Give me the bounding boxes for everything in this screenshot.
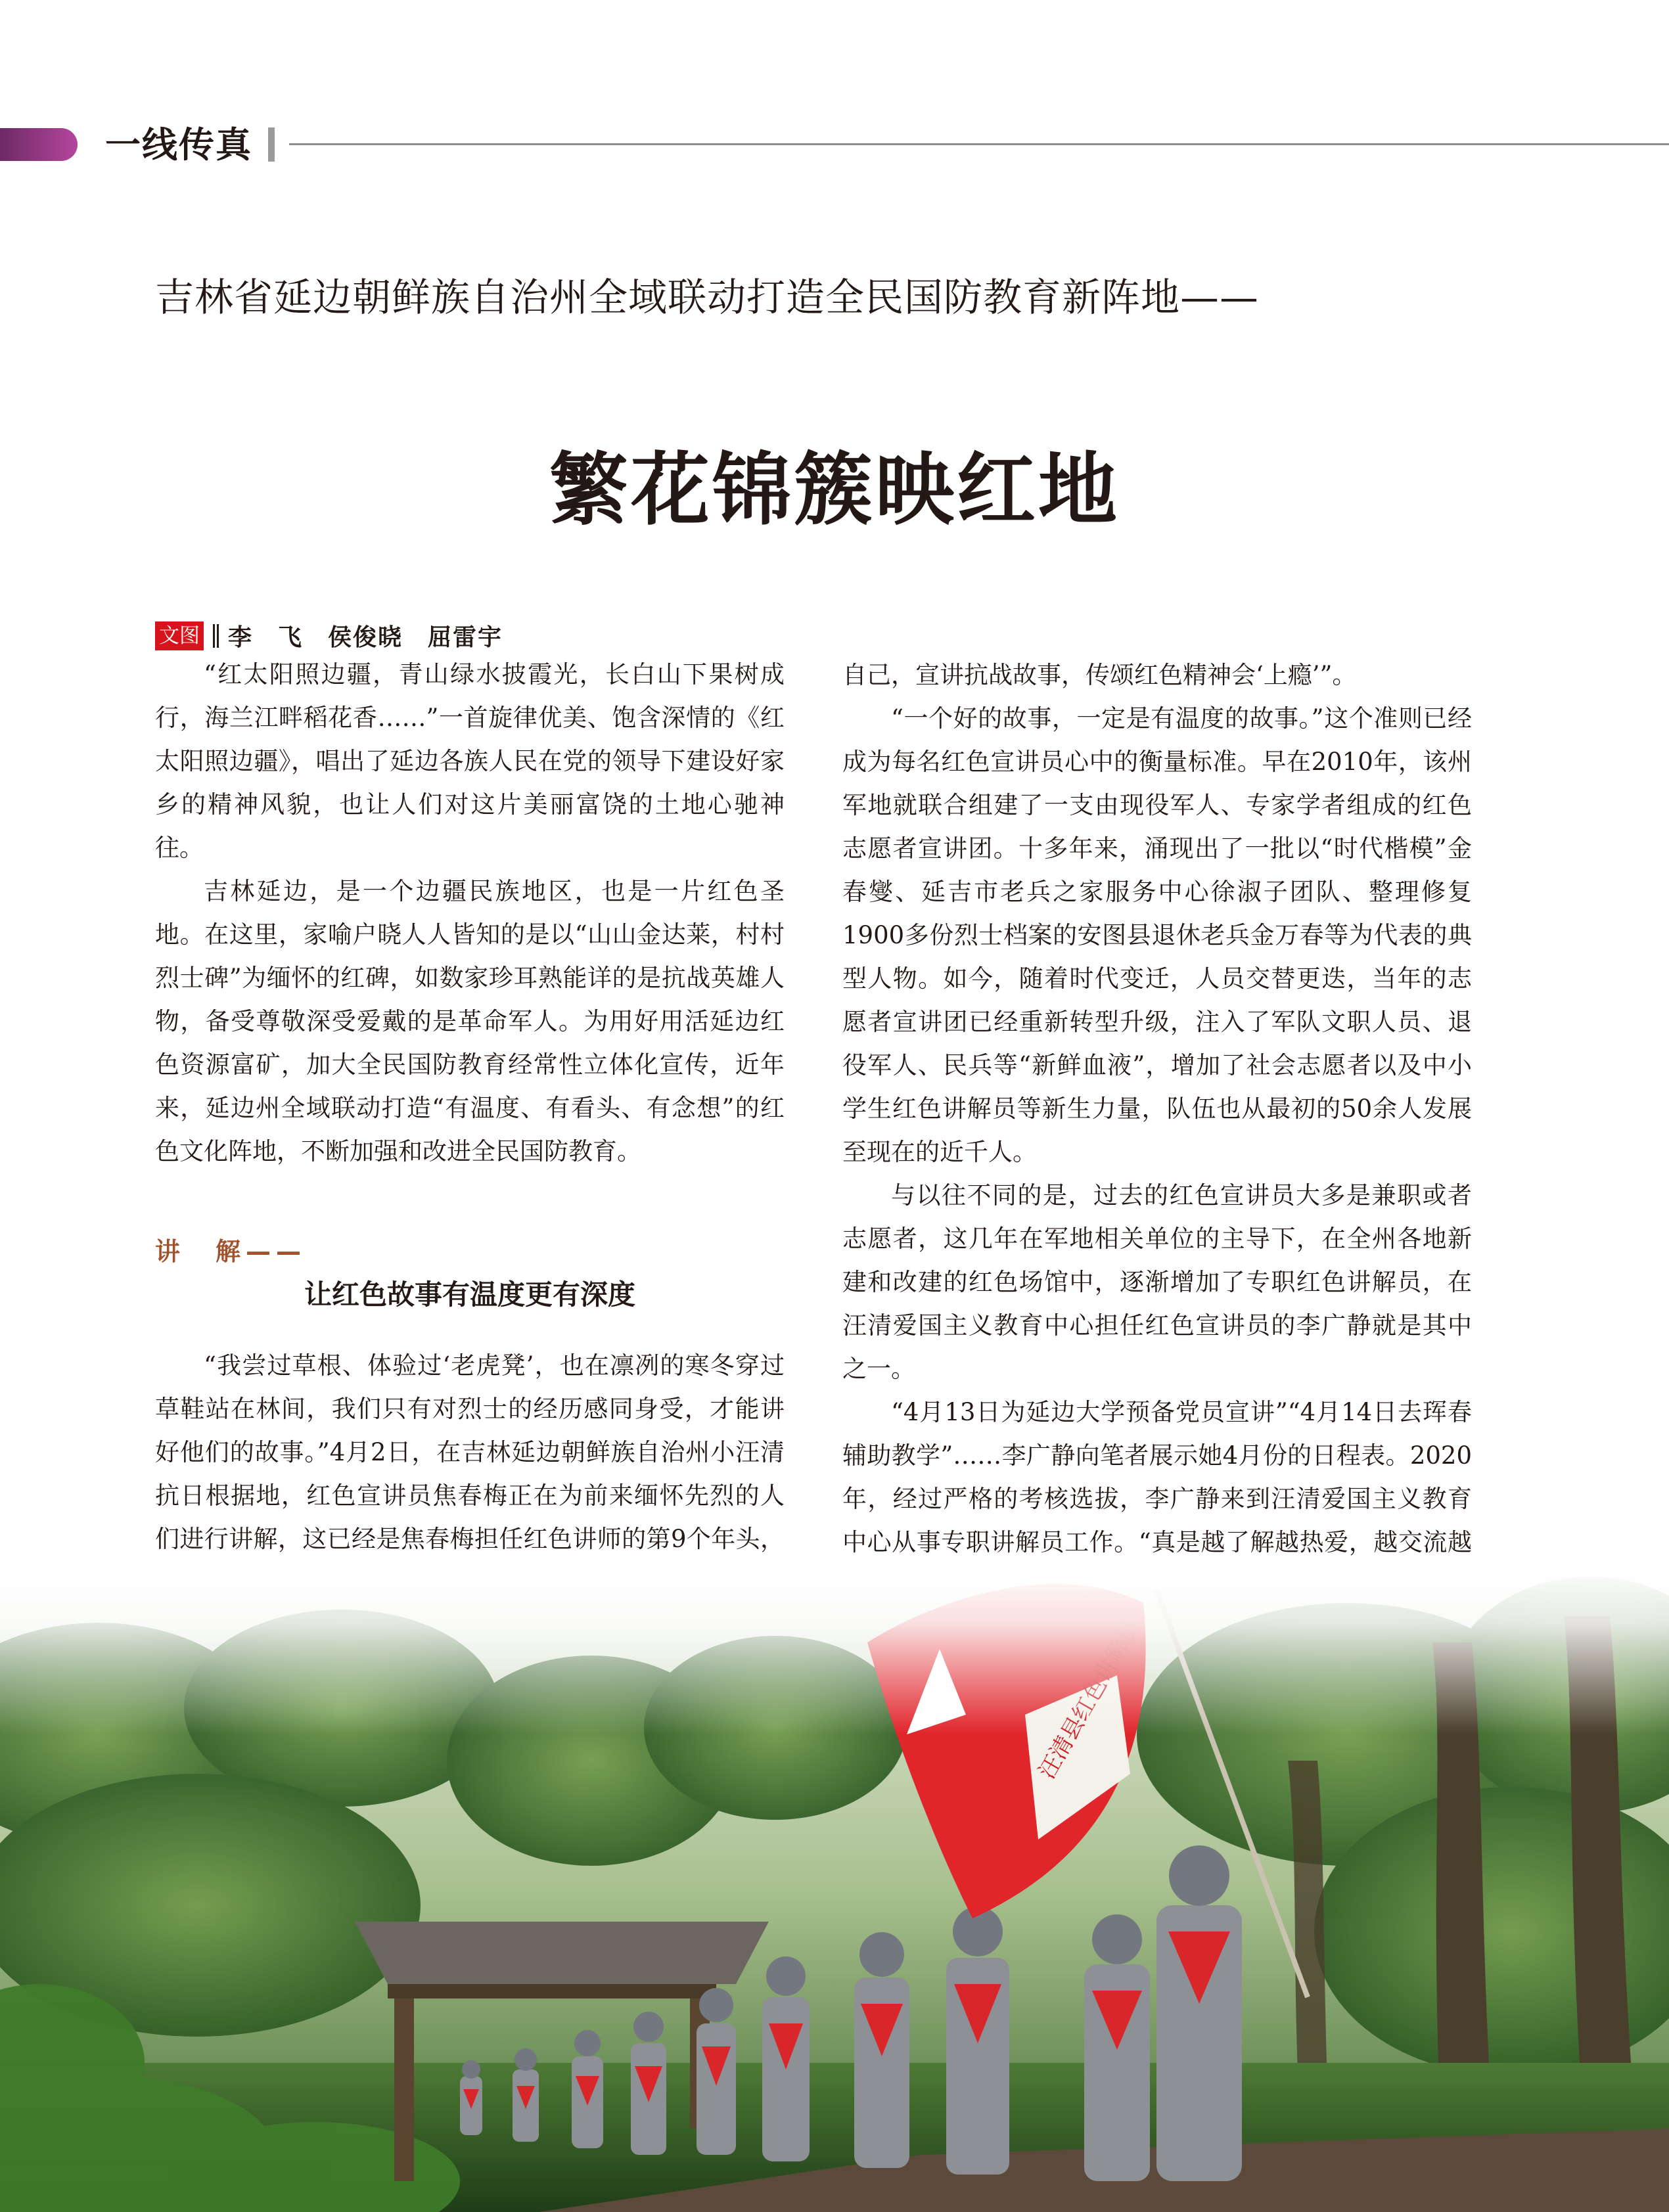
byline — [155, 619, 503, 652]
paragraph: “4月13日为延边大学预备党员宣讲”“4月14日去珲春辅助教学”……李广静向笔者展示她4月份的日程表。2020年，经过严格的考核选拔，李广静来到汪清爱国主义教育中心从事专职讲解员工作。“真是越了解越热爱，越交流越 — [842, 1398, 1472, 1556]
section-accent-bar — [0, 128, 78, 161]
paragraph: 与以往不同的是，过去的红色宣讲员大多是兼职或者志愿者，这几年在军地相关单位的主导下，在全州各地新建和改建的红色场馆中，逐渐增加了专职红色讲解员，在汪清爱国主义教育中心担任红色宣讲员的李广静就是其中之一。 — [842, 1181, 1472, 1383]
section-kicker: 讲 解—— — [155, 1237, 307, 1266]
photo-top-fade — [0, 1564, 1669, 1734]
paragraph: “一个好的故事，一定是有温度的故事。”这个准则已经成为每名红色宣讲员心中的衡量标准。早在2010年，该州军地就联合组建了一支由现役军人、专家学者组成的红色志愿者宣讲团。十多年来，涌现出了一批以“时代楷模”金春燮、延吉市老兵之家服务中心徐淑子团队、整理修复1900多份烈士档案的安图县退休老兵金万春等为代表的典型人物。如今，随着时代变迁，人员交替更迭，当年的志愿者宣讲团已经重新转型升级，注入了军队文职人员、退役军人、民兵等“新鲜血液”，增加了社会志愿者以及中小学生红色讲解员等新生力量，队伍也从最初的50余人发展至现在的近千人。 — [842, 704, 1472, 1166]
header-rule — [289, 143, 1669, 145]
section-heading: 让红色故事有温度更有深度 — [304, 1278, 635, 1311]
section-label: 一线传真 — [105, 124, 252, 166]
byline-separator — [213, 624, 219, 648]
section-label-mark — [268, 127, 275, 162]
paragraph-continued: 自己，宣讲抗战故事，传颂红色精神会‘上瘾’”。 — [842, 661, 1357, 689]
article-title: 繁花锦簇映红地 — [549, 445, 1120, 536]
article-subtitle: 吉林省延边朝鲜族自治州全域联动打造全民国防教育新阵地—— — [155, 275, 1260, 320]
right-column — [842, 654, 1472, 1651]
paragraph: “我尝过草根、体验过‘老虎凳’，也在凛冽的寒冬穿过草鞋站在林间，我们只有对烈士的经历感同身受，才能讲好他们的故事。”4月2日，在吉林延边朝鲜族自治州小汪清抗日根据地，红色宣讲员焦春梅正在为前来缅怀先烈的人们进行讲解，这已经是焦春梅担任红色讲师的第9个年头， — [155, 1351, 785, 1553]
byline-badge: 文图 — [155, 621, 204, 650]
left-column-intro — [155, 653, 785, 1173]
byline-authors: 李 飞 侯俊晓 屈雷宇 — [228, 624, 503, 651]
paragraph: 吉林延边，是一个边疆民族地区，也是一片红色圣地。在这里，家喻户晓人人皆知的是以“山山金达莱，村村烈士碑”为缅怀的红碑，如数家珍耳熟能详的是抗战英雄人物，备受尊敬深受爱戴的是革命军人。为用好用活延边红色资源富矿，加大全民国防教育经常性立体化宣传，近年来，延边州全域联动打造“有温度、有看头、有念想”的红色文化阵地，不断加强和改进全民国防教育。 — [155, 877, 785, 1165]
paragraph: “红太阳照边疆，青山绿水披霞光，长白山下果树成行，海兰江畔稻花香……”一首旋律优美、饱含深情的《红太阳照边疆》，唱出了延边各族人民在党的领导下建设好家乡的精神风貌，也让人们对这片美丽富饶的土地心驰神往。 — [155, 660, 785, 862]
